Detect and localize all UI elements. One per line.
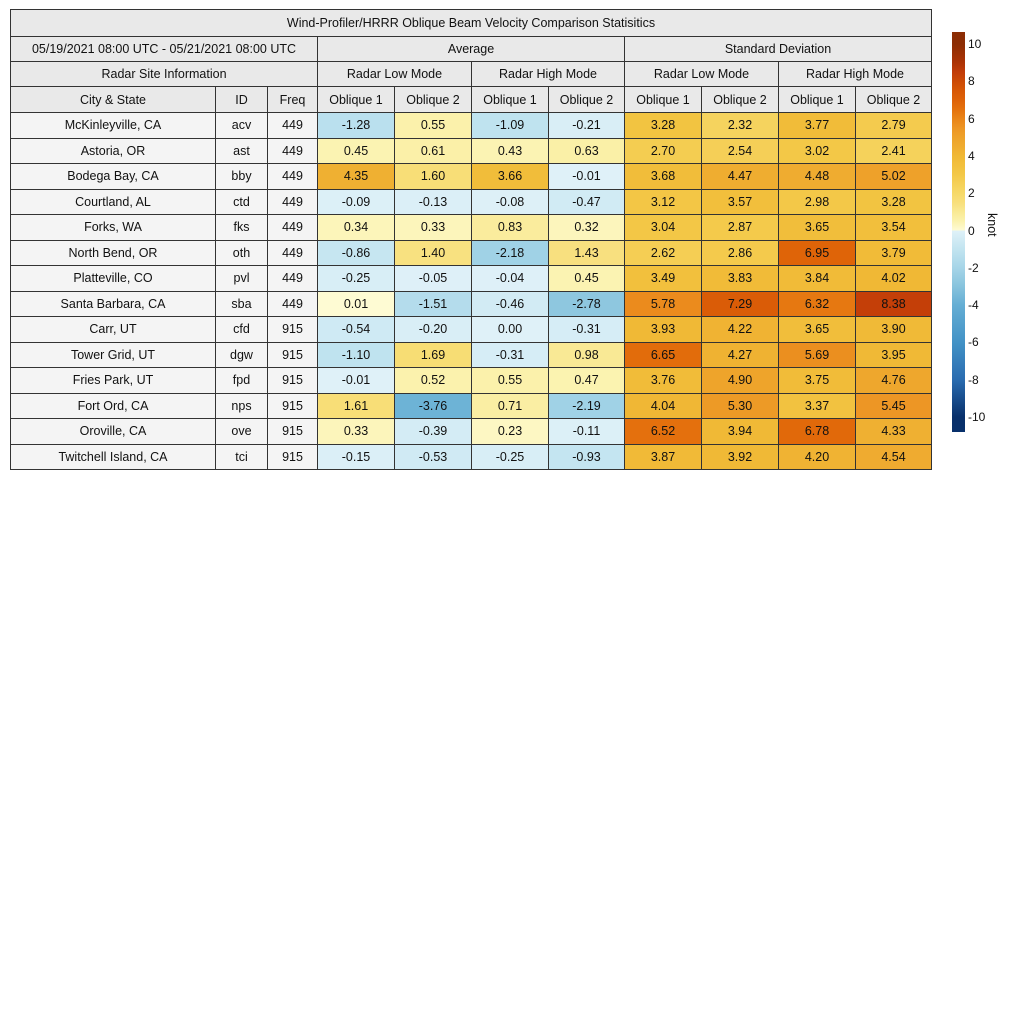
value-cell: 4.76 — [856, 368, 932, 394]
id-cell: dgw — [216, 342, 268, 368]
date-range: 05/19/2021 08:00 UTC - 05/21/2021 08:00 UTC — [11, 37, 318, 62]
freq-cell: 915 — [268, 342, 318, 368]
freq-cell: 449 — [268, 215, 318, 241]
col-header-oblique2: Oblique 2 — [702, 87, 779, 113]
value-cell: 3.84 — [779, 266, 856, 292]
value-cell: 4.04 — [625, 393, 702, 419]
value-cell: 4.90 — [702, 368, 779, 394]
value-cell: 0.98 — [549, 342, 625, 368]
avg-radar-low-mode-header: Radar Low Mode — [318, 62, 472, 87]
value-cell: 2.32 — [702, 113, 779, 139]
col-header-id: ID — [216, 87, 268, 113]
col-header-oblique1: Oblique 1 — [779, 87, 856, 113]
value-cell: 3.65 — [779, 317, 856, 343]
city-cell: Tower Grid, UT — [11, 342, 216, 368]
value-cell: 5.30 — [702, 393, 779, 419]
value-cell: 2.70 — [625, 138, 702, 164]
value-cell: -0.20 — [395, 317, 472, 343]
value-cell: -0.53 — [395, 444, 472, 470]
value-cell: -1.09 — [472, 113, 549, 139]
freq-cell: 915 — [268, 317, 318, 343]
value-cell: 0.83 — [472, 215, 549, 241]
value-cell: 1.69 — [395, 342, 472, 368]
value-cell: 5.78 — [625, 291, 702, 317]
table-row — [11, 266, 932, 292]
value-cell: 0.01 — [318, 291, 395, 317]
value-cell: -3.76 — [395, 393, 472, 419]
value-cell: 3.28 — [625, 113, 702, 139]
id-cell: oth — [216, 240, 268, 266]
table-row — [11, 215, 932, 241]
std-radar-high-mode-header: Radar High Mode — [779, 62, 932, 87]
city-cell: Platteville, CO — [11, 266, 216, 292]
colorbar-tick-label: 10 — [968, 37, 982, 51]
value-cell: 0.45 — [549, 266, 625, 292]
colorbar-tick-label: 6 — [968, 111, 975, 126]
colorbar — [952, 32, 965, 432]
value-cell: -0.86 — [318, 240, 395, 266]
value-cell: 5.45 — [856, 393, 932, 419]
value-cell: -0.01 — [549, 164, 625, 190]
value-cell: -0.46 — [472, 291, 549, 317]
value-cell: 0.55 — [472, 368, 549, 394]
value-cell: 3.93 — [625, 317, 702, 343]
value-cell: -0.15 — [318, 444, 395, 470]
value-cell: 0.55 — [395, 113, 472, 139]
id-cell: sba — [216, 291, 268, 317]
city-cell: Twitchell Island, CA — [11, 444, 216, 470]
value-cell: -0.13 — [395, 189, 472, 215]
value-cell: 4.33 — [856, 419, 932, 445]
col-header-oblique2: Oblique 2 — [549, 87, 625, 113]
value-cell: 8.38 — [856, 291, 932, 317]
colorbar-tick-label: -8 — [968, 372, 979, 387]
col-header-oblique1: Oblique 1 — [625, 87, 702, 113]
id-cell: fpd — [216, 368, 268, 394]
city-cell: Bodega Bay, CA — [11, 164, 216, 190]
freq-cell: 915 — [268, 444, 318, 470]
freq-cell: 449 — [268, 138, 318, 164]
value-cell: -0.05 — [395, 266, 472, 292]
id-cell: ove — [216, 419, 268, 445]
avg-radar-high-mode-header: Radar High Mode — [472, 62, 625, 87]
value-cell: 3.77 — [779, 113, 856, 139]
value-cell: 3.95 — [856, 342, 932, 368]
freq-cell: 915 — [268, 368, 318, 394]
id-cell: tci — [216, 444, 268, 470]
col-header-oblique1: Oblique 1 — [318, 87, 395, 113]
colorbar-tick-label: -10 — [968, 410, 986, 424]
value-cell: 2.98 — [779, 189, 856, 215]
freq-cell: 449 — [268, 266, 318, 292]
table-row — [11, 240, 932, 266]
colorbar-tick-label: -6 — [968, 335, 979, 350]
value-cell: 3.79 — [856, 240, 932, 266]
col-header-oblique1: Oblique 1 — [472, 87, 549, 113]
city-cell: Forks, WA — [11, 215, 216, 241]
value-cell: 4.20 — [779, 444, 856, 470]
col-header-city-state: City & State — [11, 87, 216, 113]
value-cell: 7.29 — [702, 291, 779, 317]
value-cell: -0.08 — [472, 189, 549, 215]
value-cell: -0.25 — [318, 266, 395, 292]
value-cell: -0.39 — [395, 419, 472, 445]
value-cell: 2.41 — [856, 138, 932, 164]
value-cell: -1.10 — [318, 342, 395, 368]
value-cell: 3.65 — [779, 215, 856, 241]
table-row — [11, 419, 932, 445]
group-header-average: Average — [318, 37, 625, 62]
value-cell: 4.02 — [856, 266, 932, 292]
colorbar-tick-label: 0 — [968, 223, 975, 238]
value-cell: 2.86 — [702, 240, 779, 266]
wind-profiler-table — [10, 9, 932, 470]
id-cell: cfd — [216, 317, 268, 343]
value-cell: 0.61 — [395, 138, 472, 164]
value-cell: 3.75 — [779, 368, 856, 394]
figure-title: Wind-Profiler/HRRR Oblique Beam Velocity Comparison Statisitics — [11, 10, 932, 37]
freq-cell: 449 — [268, 113, 318, 139]
value-cell: 6.95 — [779, 240, 856, 266]
id-cell: ctd — [216, 189, 268, 215]
value-cell: 6.78 — [779, 419, 856, 445]
value-cell: -0.01 — [318, 368, 395, 394]
table-row — [11, 444, 932, 470]
colorbar-tick-label: 2 — [968, 186, 975, 201]
value-cell: 0.00 — [472, 317, 549, 343]
value-cell: 3.68 — [625, 164, 702, 190]
col-header-oblique2: Oblique 2 — [395, 87, 472, 113]
id-cell: fks — [216, 215, 268, 241]
value-cell: -0.31 — [472, 342, 549, 368]
value-cell: 1.61 — [318, 393, 395, 419]
id-cell: ast — [216, 138, 268, 164]
value-cell: 4.54 — [856, 444, 932, 470]
city-cell: Fort Ord, CA — [11, 393, 216, 419]
value-cell: 1.40 — [395, 240, 472, 266]
value-cell: -0.25 — [472, 444, 549, 470]
value-cell: -0.21 — [549, 113, 625, 139]
freq-cell: 449 — [268, 240, 318, 266]
value-cell: -0.11 — [549, 419, 625, 445]
value-cell: -2.18 — [472, 240, 549, 266]
value-cell: 0.23 — [472, 419, 549, 445]
value-cell: 3.83 — [702, 266, 779, 292]
table-row — [11, 342, 932, 368]
value-cell: 3.87 — [625, 444, 702, 470]
radar-site-information-header: Radar Site Information — [11, 62, 318, 87]
group-header-standard-deviation: Standard Deviation — [625, 37, 932, 62]
city-cell: Carr, UT — [11, 317, 216, 343]
col-header-oblique2: Oblique 2 — [856, 87, 932, 113]
value-cell: 2.62 — [625, 240, 702, 266]
table-row — [11, 164, 932, 190]
city-cell: Fries Park, UT — [11, 368, 216, 394]
value-cell: 0.43 — [472, 138, 549, 164]
value-cell: 3.54 — [856, 215, 932, 241]
col-header-freq: Freq — [268, 87, 318, 113]
city-cell: Oroville, CA — [11, 419, 216, 445]
colorbar-unit-label: knot — [985, 213, 999, 237]
value-cell: -0.09 — [318, 189, 395, 215]
value-cell: 3.94 — [702, 419, 779, 445]
value-cell: 4.48 — [779, 164, 856, 190]
value-cell: 2.54 — [702, 138, 779, 164]
value-cell: 0.63 — [549, 138, 625, 164]
value-cell: 4.27 — [702, 342, 779, 368]
value-cell: 6.65 — [625, 342, 702, 368]
colorbar-tick-label: 4 — [968, 148, 975, 163]
value-cell: -0.04 — [472, 266, 549, 292]
value-cell: 0.33 — [318, 419, 395, 445]
value-cell: -0.47 — [549, 189, 625, 215]
value-cell: 1.60 — [395, 164, 472, 190]
colorbar-tick-label: -4 — [968, 298, 979, 313]
value-cell: 3.04 — [625, 215, 702, 241]
id-cell: bby — [216, 164, 268, 190]
city-cell: McKinleyville, CA — [11, 113, 216, 139]
freq-cell: 449 — [268, 189, 318, 215]
city-cell: Courtland, AL — [11, 189, 216, 215]
value-cell: 1.43 — [549, 240, 625, 266]
table-row — [11, 393, 932, 419]
value-cell: 5.69 — [779, 342, 856, 368]
value-cell: 0.47 — [549, 368, 625, 394]
value-cell: 6.52 — [625, 419, 702, 445]
freq-cell: 915 — [268, 419, 318, 445]
freq-cell: 449 — [268, 291, 318, 317]
value-cell: 0.71 — [472, 393, 549, 419]
value-cell: 4.47 — [702, 164, 779, 190]
city-cell: North Bend, OR — [11, 240, 216, 266]
id-cell: nps — [216, 393, 268, 419]
value-cell: -0.31 — [549, 317, 625, 343]
value-cell: 3.28 — [856, 189, 932, 215]
value-cell: 3.57 — [702, 189, 779, 215]
value-cell: 0.52 — [395, 368, 472, 394]
value-cell: 3.02 — [779, 138, 856, 164]
value-cell: 5.02 — [856, 164, 932, 190]
value-cell: -2.78 — [549, 291, 625, 317]
value-cell: -1.28 — [318, 113, 395, 139]
value-cell: -0.93 — [549, 444, 625, 470]
table-row — [11, 138, 932, 164]
colorbar-gradient — [952, 32, 965, 432]
value-cell: 0.34 — [318, 215, 395, 241]
city-cell: Santa Barbara, CA — [11, 291, 216, 317]
id-cell: acv — [216, 113, 268, 139]
id-cell: pvl — [216, 266, 268, 292]
freq-cell: 449 — [268, 164, 318, 190]
value-cell: 3.37 — [779, 393, 856, 419]
value-cell: 2.87 — [702, 215, 779, 241]
value-cell: 3.12 — [625, 189, 702, 215]
city-cell: Astoria, OR — [11, 138, 216, 164]
value-cell: 0.33 — [395, 215, 472, 241]
table-row — [11, 113, 932, 139]
value-cell: 3.66 — [472, 164, 549, 190]
value-cell: -1.51 — [395, 291, 472, 317]
colorbar-tick-label: 8 — [968, 74, 975, 89]
colorbar-tick-label: -2 — [968, 260, 979, 275]
table-row — [11, 291, 932, 317]
value-cell: 4.35 — [318, 164, 395, 190]
value-cell: 2.79 — [856, 113, 932, 139]
value-cell: 0.32 — [549, 215, 625, 241]
value-cell: 6.32 — [779, 291, 856, 317]
table-row — [11, 189, 932, 215]
value-cell: -2.19 — [549, 393, 625, 419]
freq-cell: 915 — [268, 393, 318, 419]
table-row — [11, 368, 932, 394]
value-cell: 3.90 — [856, 317, 932, 343]
value-cell: 3.76 — [625, 368, 702, 394]
value-cell: 0.45 — [318, 138, 395, 164]
value-cell: 3.92 — [702, 444, 779, 470]
table-row — [11, 317, 932, 343]
std-radar-low-mode-header: Radar Low Mode — [625, 62, 779, 87]
value-cell: -0.54 — [318, 317, 395, 343]
value-cell: 4.22 — [702, 317, 779, 343]
value-cell: 3.49 — [625, 266, 702, 292]
